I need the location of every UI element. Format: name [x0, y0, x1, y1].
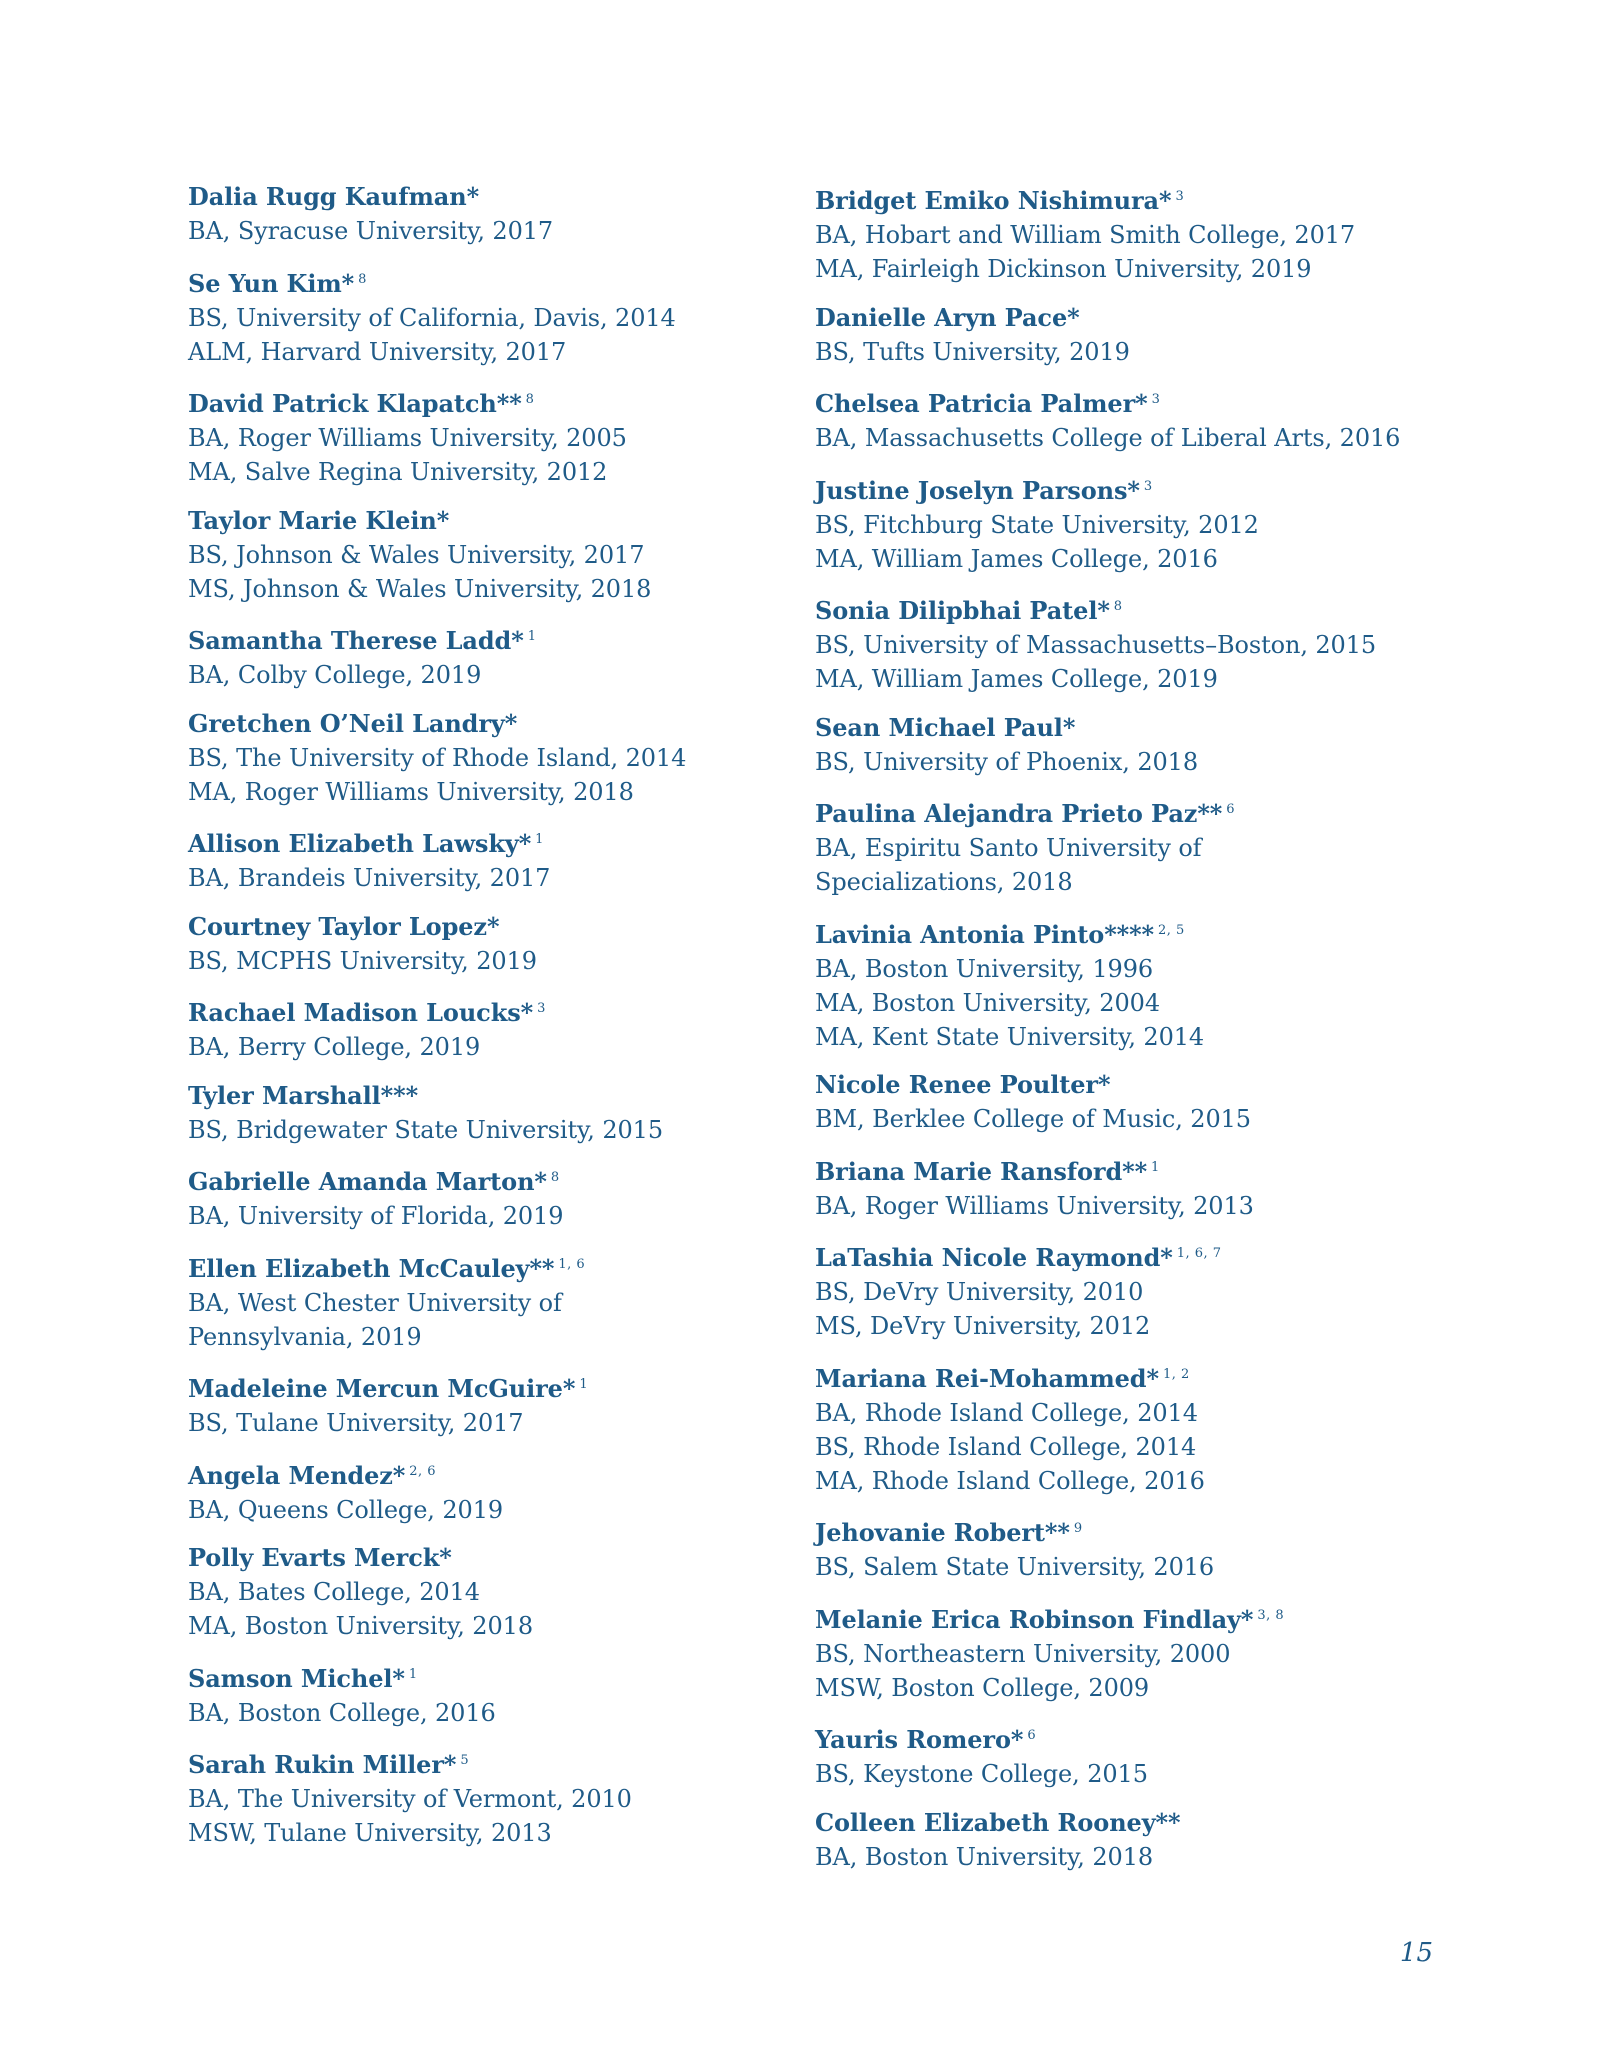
degree-line: ALM, Harvard University, 2017 [188, 337, 567, 366]
degree-line: BA, Roger Williams University, 2005 [188, 424, 627, 452]
graduate-entry [815, 470, 1455, 576]
graduate-name-line [188, 1541, 828, 1575]
degree-line: BA, Espiritu Santo University of [815, 834, 1202, 862]
degree-line: Pennsylvania, 2019 [188, 1322, 422, 1351]
degree-line: BS, DeVry University, 2010 [815, 1278, 1144, 1306]
graduate-entry [188, 1368, 828, 1440]
graduate-name: Taylor Marie Klein* [188, 505, 450, 535]
graduate-name-line [815, 711, 1455, 745]
graduate-name-line [815, 1068, 1455, 1102]
graduate-name-line [815, 1512, 1455, 1550]
degree-line: BA, Rhode Island College, 2014 [815, 1398, 1198, 1427]
graduate-entry [188, 1658, 828, 1730]
footnote-marks: 2, 5 [1158, 922, 1185, 938]
degree-line: BA, Queens College, 2019 [188, 1495, 504, 1524]
graduate-entry [815, 711, 1455, 779]
graduate-name: Nicole Renee Poulter* [815, 1070, 1111, 1099]
graduate-name-line [188, 504, 828, 538]
footnote-marks: 1 [579, 1377, 589, 1392]
graduate-name: Madeleine Mercun McGuire* [188, 1374, 576, 1403]
graduate-entry [188, 1079, 828, 1147]
graduate-name-line [815, 1358, 1455, 1396]
degree-line: MA, William James College, 2019 [815, 665, 1218, 693]
graduate-entry [188, 1161, 828, 1233]
graduate-entry [815, 590, 1455, 696]
graduate-name-line [815, 180, 1455, 218]
degree-line: BA, Colby College, 2019 [188, 661, 482, 689]
degree-line: Specializations, 2018 [815, 868, 1073, 896]
right-column [815, 180, 1455, 1888]
graduate-entry [188, 1455, 828, 1527]
page-number: 15 [1399, 1938, 1433, 1968]
degree-line: BS, Salem State University, 2016 [815, 1553, 1215, 1581]
graduate-entry [815, 1237, 1455, 1343]
degree-line: MA, Rhode Island College, 2016 [815, 1466, 1205, 1495]
footnote-marks: 6 [1226, 802, 1236, 817]
footnote-marks: 8 [1113, 599, 1123, 614]
degree-line: BS, Fitchburg State University, 2012 [815, 510, 1259, 539]
graduate-name-line [188, 180, 828, 214]
degree-line: MA, Roger Williams University, 2018 [188, 777, 634, 806]
degree-line: BA, Berry College, 2019 [188, 1033, 481, 1061]
degree-line: MSW, Tulane University, 2013 [188, 1819, 552, 1847]
graduate-name-line [815, 1237, 1455, 1275]
footnote-marks: 8 [358, 271, 367, 287]
graduate-entry [815, 1068, 1455, 1136]
graduate-name: Gretchen O’Neil Landry* [188, 708, 518, 738]
degree-line: BA, Massachusetts College of Liberal Arts, 2016 [815, 424, 1401, 452]
footnote-marks: 1, 2 [1162, 1366, 1190, 1382]
graduate-name-line [188, 1744, 828, 1782]
graduate-name-line [188, 1161, 828, 1199]
degree-line: MS, DeVry University, 2012 [815, 1312, 1151, 1340]
graduate-name-line [815, 383, 1455, 421]
footnote-marks: 3 [537, 1001, 546, 1016]
graduate-name-line [188, 383, 828, 421]
graduate-name: Samson Michel* [188, 1663, 405, 1693]
graduate-name-line [188, 1368, 828, 1406]
footnote-marks: 5 [460, 1753, 470, 1768]
footnote-marks: 1 [1151, 1159, 1160, 1175]
degree-line: BS, MCPHS University, 2019 [188, 946, 537, 975]
graduate-name: Polly Evarts Merck* [188, 1543, 452, 1572]
graduate-name: Tyler Marshall*** [188, 1080, 419, 1110]
degree-line: BS, Keystone College, 2015 [815, 1760, 1148, 1788]
graduate-name: Rachael Madison Loucks* [188, 998, 534, 1027]
degree-line: BS, University of California, Davis, 2014 [188, 303, 676, 332]
degree-line: BS, The University of Rhode Island, 2014 [188, 743, 687, 772]
graduate-name-line [815, 470, 1455, 508]
graduate-entry [815, 383, 1455, 455]
graduate-name: David Patrick Klapatch** [188, 389, 522, 418]
graduate-entry [188, 1248, 828, 1354]
graduate-name-line [188, 1248, 828, 1286]
graduate-entry [815, 1599, 1455, 1705]
degree-line: MA, Salve Regina University, 2012 [188, 458, 608, 486]
graduate-name: Paulina Alejandra Prieto Paz** [815, 799, 1223, 828]
graduate-entry [815, 1512, 1455, 1584]
footnote-marks: 1 [535, 832, 544, 847]
graduate-entry [188, 504, 828, 606]
degree-line: BA, Hobart and William Smith College, 2017 [815, 221, 1356, 249]
degree-line: BA, University of Florida, 2019 [188, 1202, 564, 1230]
graduate-name-line [815, 914, 1455, 952]
graduate-name: Lavinia Antonia Pinto**** [815, 919, 1155, 949]
graduate-name: LaTashia Nicole Raymond* [815, 1243, 1173, 1272]
degree-line: MA, Kent State University, 2014 [815, 1022, 1205, 1051]
footnote-marks: 6 [1027, 1728, 1037, 1743]
graduate-name: Bridget Emiko Nishimura* [815, 186, 1172, 215]
graduate-entry [188, 620, 828, 692]
degree-line: MA, Fairleigh Dickinson University, 2019 [815, 255, 1312, 283]
graduate-entry [188, 1541, 828, 1643]
degree-line: BS, Bridgewater State University, 2015 [188, 1115, 664, 1144]
graduate-entry [815, 914, 1455, 1054]
graduate-name-line [188, 1455, 828, 1493]
graduate-name: Briana Marie Ransford** [815, 1156, 1148, 1186]
graduate-name-line [188, 620, 828, 658]
graduate-name: Ellen Elizabeth McCauley** [188, 1253, 555, 1283]
graduate-name-line [815, 301, 1455, 335]
graduate-name: Melanie Erica Robinson Findlay* [815, 1604, 1254, 1634]
degree-line: BM, Berklee College of Music, 2015 [815, 1105, 1251, 1133]
left-column [188, 180, 828, 1865]
graduate-name-line [815, 793, 1455, 831]
graduate-name-line [815, 1806, 1455, 1840]
graduate-name: Samantha Therese Ladd* [188, 626, 524, 655]
graduate-name-line [188, 992, 828, 1030]
graduate-entry [815, 1719, 1455, 1791]
footnote-marks: 1, 6 [558, 1256, 586, 1272]
degree-line: MSW, Boston College, 2009 [815, 1673, 1150, 1702]
footnote-marks: 8 [550, 1170, 560, 1185]
graduate-name-line [188, 1079, 828, 1113]
graduate-name: Justine Joselyn Parsons* [815, 475, 1140, 505]
degree-line: BS, Northeastern University, 2000 [815, 1639, 1231, 1668]
degree-line: BS, Johnson & Wales University, 2017 [188, 540, 645, 569]
footnote-marks: 1 [527, 629, 537, 644]
footnote-marks: 3 [1175, 189, 1185, 204]
graduate-entry [188, 263, 828, 369]
graduate-entry [188, 992, 828, 1064]
degree-line: BS, University of Massachusetts–Boston, 2015 [815, 631, 1377, 659]
graduate-name-line [815, 1599, 1455, 1637]
footnote-marks: 3 [1143, 478, 1153, 494]
graduate-name-line [815, 590, 1455, 628]
graduate-entry [815, 1151, 1455, 1223]
graduate-name: Yauris Romero* [815, 1725, 1024, 1754]
degree-line: MA, Boston University, 2018 [188, 1612, 533, 1640]
degree-line: BA, The University of Vermont, 2010 [188, 1785, 632, 1813]
graduate-entry [815, 1806, 1455, 1874]
graduate-name-line [188, 707, 828, 741]
graduate-name: Angela Mendez* [188, 1460, 406, 1490]
footnote-marks: 8 [525, 392, 535, 407]
graduate-entry [188, 383, 828, 489]
graduate-name: Courtney Taylor Lopez* [188, 911, 500, 941]
degree-line: BA, Brandeis University, 2017 [188, 864, 551, 892]
graduate-entry [815, 180, 1455, 286]
graduate-name-line [815, 1719, 1455, 1757]
graduate-name: Jehovanie Robert** [815, 1518, 1070, 1547]
graduate-name: Sonia Dilipbhai Patel* [815, 596, 1110, 625]
degree-line: MA, William James College, 2016 [815, 544, 1218, 573]
graduate-entry [188, 910, 828, 978]
degree-line: BA, Boston University, 1996 [815, 954, 1154, 983]
graduate-name-line [188, 910, 828, 944]
graduate-entry [815, 1358, 1455, 1498]
graduate-entry [815, 793, 1455, 899]
graduate-name: Sean Michael Paul* [815, 712, 1076, 742]
degree-line: MS, Johnson & Wales University, 2018 [188, 574, 652, 603]
graduate-name: Sarah Rukin Miller* [188, 1750, 457, 1779]
footnote-marks: 2, 6 [409, 1463, 437, 1479]
graduate-entry [188, 1744, 828, 1850]
degree-line: BS, Tufts University, 2019 [815, 337, 1130, 366]
degree-line: BS, Rhode Island College, 2014 [815, 1432, 1197, 1461]
degree-line: BA, West Chester University of [188, 1288, 562, 1317]
degree-line: BS, Tulane University, 2017 [188, 1409, 524, 1437]
footnote-marks: 9 [1073, 1521, 1083, 1536]
footnote-marks: 1 [408, 1666, 418, 1682]
degree-line: BA, Syracuse University, 2017 [188, 217, 554, 245]
graduate-name: Gabrielle Amanda Marton* [188, 1167, 547, 1196]
footnote-marks: 3 [1151, 392, 1161, 407]
graduate-name: Allison Elizabeth Lawsky* [188, 829, 532, 858]
graduate-name-line [188, 263, 828, 301]
degree-line: BA, Boston University, 2018 [815, 1842, 1154, 1871]
footnote-marks: 1, 6, 7 [1176, 1246, 1222, 1261]
graduate-name: Danielle Aryn Pace* [815, 302, 1080, 332]
graduate-name-line [188, 823, 828, 861]
graduate-entry [188, 707, 828, 809]
graduate-name: Colleen Elizabeth Rooney** [815, 1807, 1181, 1837]
degree-line: BA, Roger Williams University, 2013 [815, 1191, 1254, 1220]
graduate-entry [188, 180, 828, 248]
degree-line: BA, Bates College, 2014 [188, 1578, 480, 1606]
graduate-name: Chelsea Patricia Palmer* [815, 389, 1148, 418]
footnote-marks: 3, 8 [1257, 1607, 1285, 1623]
graduate-entry [188, 823, 828, 895]
graduate-name: Se Yun Kim* [188, 268, 355, 298]
degree-line: MA, Boston University, 2004 [815, 988, 1160, 1017]
graduate-entry [815, 301, 1455, 369]
graduate-name-line [188, 1658, 828, 1696]
graduate-name-line [815, 1151, 1455, 1189]
degree-line: BA, Boston College, 2016 [188, 1698, 496, 1727]
graduate-name: Dalia Rugg Kaufman* [188, 182, 480, 211]
graduate-name: Mariana Rei-Mohammed* [815, 1363, 1159, 1393]
degree-line: BS, University of Phoenix, 2018 [815, 747, 1199, 776]
